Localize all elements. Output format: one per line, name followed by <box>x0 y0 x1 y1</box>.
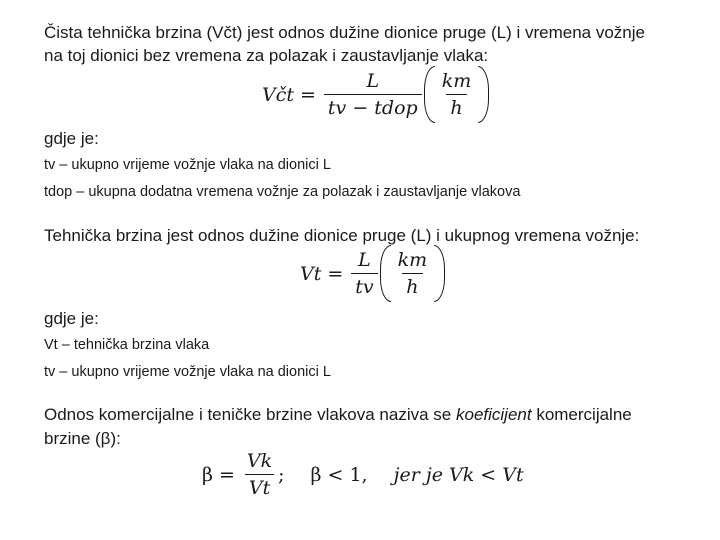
formula-vt-numerator: L <box>358 249 371 271</box>
formula-vct-lhs: Včt <box>262 83 294 106</box>
where-label-1: gdje je: <box>44 129 99 148</box>
formula-vct-numerator: L <box>366 70 380 92</box>
technical-speed-text: Tehnička brzina jest odnos dužine dionice pruge (L) i ukupnog vremena vožnje: <box>44 226 640 245</box>
formula-vct-denominator: tv − tdop <box>324 94 422 119</box>
where-label-2: gdje je: <box>44 309 99 328</box>
definition-vt: Vt – tehnička brzina vlaka <box>44 337 210 353</box>
formula-vt-equals: = <box>327 262 344 285</box>
formula-vt-unit-fraction <box>394 249 432 298</box>
formula-condition-lhs: β <box>310 463 322 486</box>
formula-vct-unit-fraction <box>438 70 476 119</box>
formula-vt-lhs: Vt <box>300 262 322 285</box>
formula-vt-unit <box>380 249 446 298</box>
formula-beta-separator: ; <box>278 463 285 486</box>
coefficient-text-a: Odnos komercijalne i teničke brzine vlakova naziva se <box>44 405 456 424</box>
formula-vt-fraction <box>351 249 377 298</box>
intro-text-line-2: na toj dionici bez vremena za polazak i zaustavljanje vlaka: <box>44 46 489 65</box>
intro-text-line-1: Čista tehnička brzina (Včt) jest odnos dužine dionice pruge (L) i vremena vožnje <box>44 23 645 42</box>
formula-vt <box>300 249 445 298</box>
definition-tv-2: tv – ukupno vrijeme vožnje vlaka na dionici L <box>44 364 331 380</box>
commercial-coefficient-text-line-1 <box>44 404 632 426</box>
formula-beta-denominator: Vt <box>245 474 274 499</box>
coefficient-term: koeficijent <box>455 405 532 424</box>
formula-vct-fraction <box>324 70 422 119</box>
formula-vct-equals: = <box>300 83 316 106</box>
commercial-coefficient-text-line-2: brzine (β): <box>44 429 121 448</box>
definition-tdop: tdop – ukupna dodatna vremena vožnje za polazak i zaustavljanje vlakova <box>44 184 521 200</box>
formula-vct-unit-den: h <box>446 94 466 119</box>
formula-condition-tail: jer je Vk < Vt <box>393 463 524 486</box>
formula-beta-fraction <box>243 450 276 499</box>
formula-vt-unit-den: h <box>402 273 422 298</box>
formula-beta-numerator: Vk <box>246 450 273 472</box>
formula-vt-denominator: tv <box>351 273 377 298</box>
formula-vct-unit <box>424 70 490 119</box>
formula-vt-unit-num: km <box>397 249 428 271</box>
coefficient-text-c: komercijalne <box>531 405 632 424</box>
formula-condition-rhs: 1, <box>349 463 368 486</box>
formula-vct <box>262 70 489 119</box>
formula-beta-lhs: β <box>202 463 213 486</box>
formula-condition-op: < <box>327 463 344 486</box>
formula-beta-equals: = <box>218 463 235 486</box>
formula-vct-unit-num: km <box>441 70 472 92</box>
formula-beta <box>202 450 524 499</box>
definition-tv-1: tv – ukupno vrijeme vožnje vlaka na dionici L <box>44 157 331 173</box>
